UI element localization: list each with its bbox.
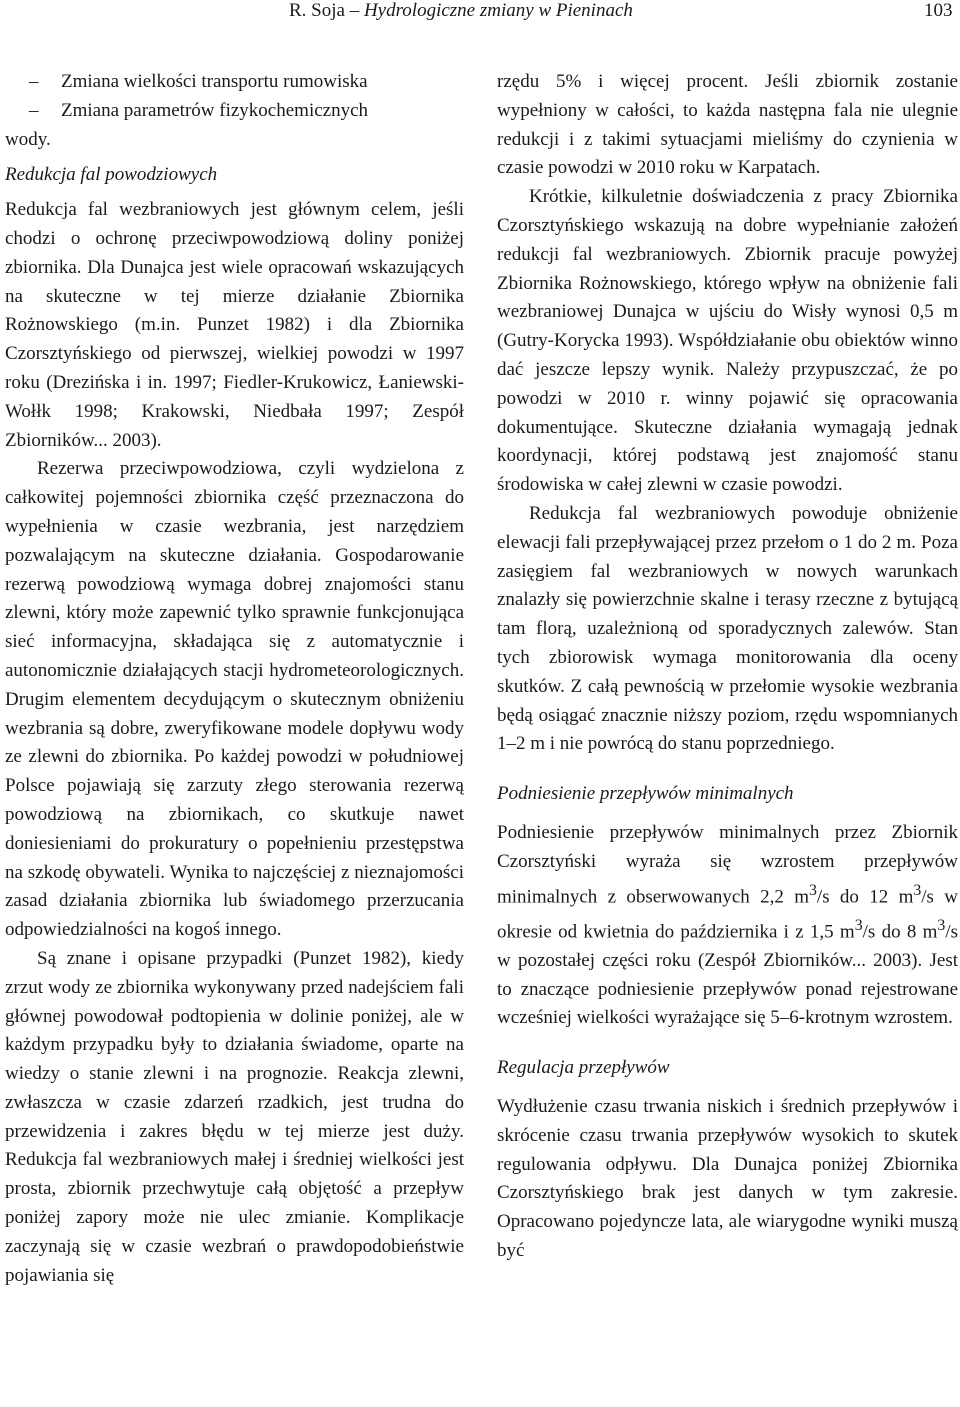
superscript: 3 [809,881,817,899]
paragraph: Są znane i opisane przypadki (Punzet 1982), kiedy zrzut wody ze zbiornika wykonywany przed nadejściem fali głównej powodował podtopienia w dolinie poniżej, ale w każdym przypadku były to działania świadome, oparte na wiedzy o stanie zlewni i na prognozie. Reakcja zlewni, zwłaszcza w czasie zdarzeń rzadkich, jest trudna do przewidzenia i zakres błędu w tej mierze jest duży. Redukcja fal wezbraniowych małej i średniej wielkości jest prosta, zbiornik przechwytuje całą objętość a przepływ poniżej zapory może nie ulec zmianie. Komplikacje zaczynają się w czasie wezbrań o prawdopodobieństwie pojawiania się [5,947,464,1286]
dash-bullet: – [29,99,39,121]
superscript: 3 [913,881,922,899]
superscript: 3 [937,916,946,934]
running-title [289,0,633,22]
dash-bullet: – [29,71,39,92]
text-run: /s w okresie od kwietnia do października i z 1,5 m [497,885,959,942]
running-title-author: R. Soja – [289,0,364,21]
section-heading: Redukcja fal powodziowych [5,164,218,186]
text-run: /s w pozostałej części roku (Zespół Zbiorników... 2003). Jest to znaczące podniesienie przepływów ponad rejestrowane wcześniej wielkości wyrażające się 5–6-krotnym wzrostem. [497,920,958,1029]
section-heading: Podniesienie przepływów minimalnych [497,783,794,805]
text-run: /s do 12 m [816,885,914,907]
list-item-text: Zmiana wielkości transportu rumowiska [61,71,368,92]
list-item [5,68,464,97]
paragraph: Redukcja fal wezbraniowych powoduje obniżenie elewacji fali przepływającej przez przełom o 1 do 2 m. Poza zasięgiem fal wezbraniowych w nowych warunkach znalazły się powierzchnie skalne i terasy rzeczne z bytującą tam florą, uzależnioną od sporadycznych zalewów. Stan tych zbiorowisk wymaga monitorowania dla oceny skutków. Z całą pewnością w przełomie wysokie wezbrania będą osiągać znacznie niższy poziom, rzędu wspomnianych 1–2 m i nie powrócą do stanu poprzedniego. [497,502,958,755]
list-item [5,97,464,126]
right-column [497,68,958,1266]
paragraph: Wydłużenie czasu trwania niskich i średnich przepływów i skrócenie czasu trwania przepływów wysokich to skutek regulowania odpływu. Dla Dunajca poniżej Zbiornika Czorsztyńskiego brak jest danych w tym zakresie. Opracowano pojedyncze lata, ale wiarygodne wyniki muszą być [497,1095,958,1261]
page-number: 103 [924,0,953,21]
text-run: Podniesienie przepływów minimalnych przez Zbiornik Czorsztyński wyraża się wzrostem przepływów minimalnych z obserwowanych 2,2 m [497,821,958,907]
section-heading: Regulacja przepływów [497,1057,670,1079]
superscript: 3 [854,916,863,934]
paragraph: Krótkie, kilkuletnie doświadczenia z pracy Zbiornika Czorsztyńskiego wskazują na dobre wypełnianie założeń redukcji fal wezbraniowych. Zbiornik pracuje powyżej Zbiornika Rożnowskiego, którego wpływ na obniżenie fali wezbraniowej Dunajca w ujściu do Wisły wynosi 0,5 m (Gutry-Korycka 1993). Współdziałanie obu obiektów winno dać jeszcze lepszy wynik. Należy przypuszczać, że po powodzi w 2010 r. winny pojawić się opracowania dokumentujące. Skuteczne działania wymagają jednak koordynacji, której podstawą jest znajomość stanu środowiska w całej zlewni w czasie powodzi. [497,186,958,496]
running-title-text: Hydrologiczne zmiany w Pieninach [363,0,633,21]
text-run: /s do 8 m [862,920,938,942]
paragraph [497,819,958,1033]
left-column [5,68,464,1290]
paragraph: Redukcja fal wezbraniowych jest głównym celem, jeśli chodzi o ochronę przeciwpowodziową doliny poniżej zbiornika. Dla Dunajca jest wiele opracowań wskazujących na skuteczne w tej mierze działanie Zbiornika Rożnowskiego (m.in. Punzet 1982) i dla Zbiornika Czorsztyńskiego od pierwszej, wielkiej powodzi w 1997 roku (Drezińska i in. 1997; Fiedler-Krukowicz, Łaniewski-Wołłk 1998; Krakowski, Niedbała 1997; Zespół Zbiorników... 2003). [5,199,464,451]
list-item-continuation: wody. [5,128,51,150]
paragraph: Rezerwa przeciwpowodziowa, czyli wydzielona z całkowitej pojemności zbiornika część przeznaczona do wypełnienia w czasie wezbrania, jest narzędziem pozwalającym na skuteczne działania. Gospodarowanie rezerwą powodziową wymaga dobrej znajomości stanu zlewni, który może zapewnić tylko sprawnie funkcjonująca sieć informacyjna, składająca się z automatycznie i autonomicznie działających stacji hydrometeorologicznych. Drugim elementem decydującym o skutecznym obniżeniu wezbrania są dobre, zweryfikowane modele dopływu wody ze zlewni do zbiornika. Po każdej powodzi w południowej Polsce pojawiają się zarzuty złego sterowania rezerwą powodziową na zbiornikach, co skutkuje nawet doniesieniami do prokuratury o popełnieniu przestępstwa na szkodę obywateli. Wynika to najczęściej z nieznajomości zasad działania zbiornika lub świadomego przerzucania odpowiedzialności na kogoś innego. [5,458,464,941]
list-item-text: Zmiana parametrów fizykochemicznych [61,99,369,121]
paragraph: rzędu 5% i więcej procent. Jeśli zbiornik zostanie wypełniony w całości, to każda następna fala nie ulegnie redukcji i z takimi sytuacjami mieliśmy do czynienia w czasie powodzi w 2010 roku w Karpatach. [497,71,958,179]
running-header [0,0,960,30]
